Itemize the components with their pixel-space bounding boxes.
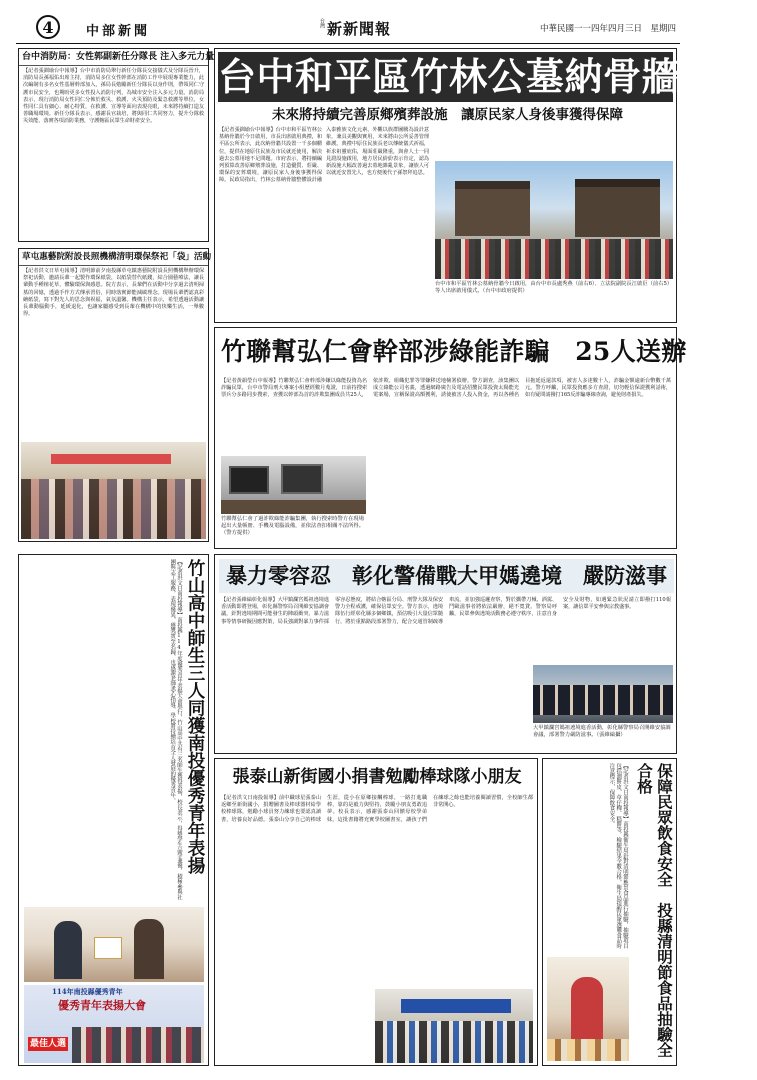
- photo-building: [575, 179, 660, 237]
- photo-person: [134, 919, 164, 979]
- paper-logo: [319, 14, 404, 40]
- vertical-article-2-photo: [547, 957, 629, 1061]
- photo-person: [54, 921, 82, 979]
- photo-desk-items: [221, 500, 366, 514]
- main-article-1-body-continued: [433, 127, 673, 155]
- main-article-2: [214, 327, 687, 549]
- photo-banner: [401, 999, 511, 1013]
- poster-line-1: 114年南投縣優秀青年: [52, 987, 123, 996]
- photo-people-group: [435, 239, 673, 279]
- main-article-3-photo: [533, 665, 673, 723]
- left-article-1-title: 台中消防局：女性郭副新任分隊長 注入多元力量: [19, 49, 208, 66]
- main-article-2-caption: 竹聯幫弘仁會了過詐欺綠能詐騙集團，執行搜索時警方在現場起出大量帳冊、手機及電腦設備，並依法查扣相關不法所得。（警方提供）: [221, 516, 365, 536]
- main-article-1-caption: 台中市和平區竹林公墓納骨牆今日啟用，由台中市長盧秀燕（前右6）、立法院副院長江啟臣（前右5）等人出席啟用儀式。（台中市政府提供）: [435, 281, 673, 294]
- paper-name: 新新聞報: [327, 20, 392, 38]
- main-article-4-body: 【記者洪文日南投報導】前中職球星張泰山返鄉至新街國小，捐贈圖書及棒球器材給學校棒球隊，勉勵小球員努力練球也要認真讀書，培養良好品德。張泰山分享自己的棒球生涯，從小在原鄉接觸棒球，一路打進職棒，靠的是毅力與堅持，鼓勵小朋友勇敢追夢。校長表示，感謝張泰山回饋母校學弟妹，這批書籍將充實學校圖書室，讓孩子們在練球之餘也能培養閱讀習慣，全校師生都非常開心。: [221, 795, 533, 823]
- page-number-badge: 4: [36, 15, 60, 39]
- main-article-3-body: 【記者張維綸彰化報導】大甲鎮瀾宮媽祖遶境進香活動即將登場，彰化縣警察局召開維安協調會議，針對遶境期間可能發生的陣頭衝突、暴力滋事等情事研擬因應對策，局長強調對暴力事件採零容忍態度，將結合轄區分局、刑警大隊及保安警力全程戒護，確保信眾安全。警方表示，遶境隊伍行經彰化縣多個鄉鎮，預估吸引大量信眾隨行，將於重點路段部署警力，配合交通管制疏導車流，並加強巡邏查察，對於攜帶刀械、酒駕、鬥毆滋事者將依法嚴辦，絕不寬貸。警察局呼籲，民眾參與遶境活動務必遵守秩序，注意自身安全及財物，如遇緊急狀況請立即撥打110報案，讓信眾平安參與宗教盛事。: [221, 597, 671, 625]
- main-article-2-body-right: [370, 456, 670, 544]
- main-article-2-headline: 竹聯幫弘仁會幹部涉綠能詐騙 25人送辦: [221, 337, 687, 366]
- vertical-article-1-photo-1: [24, 907, 204, 982]
- photo-people-group: [375, 1021, 533, 1063]
- main-article-1-photo: [435, 161, 673, 279]
- main-article-3-headline: 暴力零容忍 彰化警備戰大甲媽遶境 嚴防滋事: [219, 559, 674, 593]
- poster-line-2: 優秀青年表揚大會: [58, 999, 146, 1012]
- main-article-3: [214, 554, 677, 754]
- left-article-1-body: 【記者張釧瑜台中報導】台中市消防局舉行新任分隊長交接儀式及分隊長晉升，消防局長孫福佑出席主持，消防局多位女性幹部在消防工作中展現專業能力，此次編制有多名女性基層幹部加入，孫局長勉勵新任分隊長以身作則，帶領同仁守護市民安全，也期盼更多女性投入消防行列，為城市安全注入多元力量。消防局表示，現行消防局女性同仁分佈於救災、救護、火災預防及緊急救護等單位，女性同仁具有細心、耐心特質，在救護、宣導等面向表現亮眼，未來將持續打造友善職場環境。新任分隊長表示，感謝長官栽培，將與同仁共同努力，提升分隊救災效能，落實各項消防業務，守護轄區民眾生命財產安全。: [23, 68, 204, 125]
- left-article-2-title: 草屯惠藝院附設長照機構清明環保祭祀「袋」活動: [19, 249, 208, 266]
- vertical-article-1-photo-2: [24, 985, 204, 1063]
- photo-people-group: [72, 1027, 204, 1063]
- left-article-2-photo: [21, 442, 206, 539]
- photo-certificate: [94, 937, 122, 959]
- main-article-1-subhead: 未來將持續完善原鄉殯葬設施 讓原民家人身後事獲得保障: [272, 107, 623, 123]
- left-article-2: [18, 248, 212, 542]
- photo-banner: [51, 454, 171, 464]
- photo-people-group: [21, 479, 206, 539]
- main-article-4-photo: [375, 989, 533, 1063]
- photo-monitor: [281, 464, 323, 494]
- photo-police-line: [533, 685, 673, 715]
- masthead: [16, 12, 680, 44]
- vertical-article-2-body: 【記者洪文日南投報導】南投縣衛生局針對清明節應景食品進行抽驗，抽驗項目包括潤餅皮、草仔粿、糕餅等，檢驗結果全數合格，衛生局提醒民眾選購食品時注意標示，保障飲食安全。: [608, 763, 628, 949]
- vertical-article-2-headline: 保障民眾飲食安全 投縣清明節食品抽驗全合格: [635, 763, 674, 1058]
- vertical-article-1-headline: 竹山高中師生三人同獲南投優秀青年表揚: [185, 559, 205, 874]
- vertical-article-1: [18, 554, 209, 1066]
- poster-banner: 最佳人選: [29, 1039, 66, 1049]
- photo-building: [455, 181, 530, 236]
- main-article-4-headline: 張泰山新街國小捐書勉勵棒球隊小朋友: [232, 767, 522, 787]
- masthead-rule: [16, 43, 680, 44]
- photo-monitor: [229, 466, 269, 494]
- photo-food-items: [547, 1039, 629, 1061]
- left-article-1: [18, 48, 215, 242]
- section-title: 中部新聞: [86, 24, 151, 39]
- main-article-3-caption: 大甲鎮瀾宮媽祖遶境進香活動，彰化縣警察局召開維安協調會議，部署警力嚴防滋事。（張維綸攝）: [533, 725, 671, 738]
- main-article-1-body: 【記者張釧瑜台中報導】台中市和平區竹林公墓納骨牆於今日啟用，市長出席啟用典禮，和平區公所表示，此次納骨牆共設置一千多個櫃位，提供在地原住民族及市民就近使用，解決過去公墓用地不足問題。市府表示，將持續編列預算改善原鄉殯葬設施，打造優質、莊嚴、環保的安葬環境，讓原民家人身後事獲得保障。民政局指出，竹林公墓納骨牆整體設計融入泰雅族文化元素，外觀以族群圖騰為設計意象，兼具美觀與實用，未來將由公所妥善管理維護。典禮中原住民族長老以傳統儀式祈福，祈求祖靈庇佑，場面莊嚴隆重，與會人士一同見證設施啟用，地方居民紛紛表示肯定，認為新設施大幅改善過去墓地雜亂景象，讓族人可以就近安置先人，也方便後代子孫祭拜追思。: [219, 127, 429, 184]
- main-article-2-body: 【記者黃韻瑩台中報導】竹聯幫弘仁會幹部涉嫌以綠能投資為名詐騙民眾，台中市警局刑大專案小組歷經數月蒐證，日前持搜索票兵分多路同步搜索，查獲以幹部為首的詐欺集團成員共25人，依詐欺、組織犯罪等罪嫌移送地檢署偵辦。警方調查，該集團以成立綠能公司名義，透過網路廣告及電話招攬民眾投資太陽能光電案場，宣稱保證高額獲利，誘使被害人投入資金，再以各種名目拖延返還款項，被害人多達數十人，詐騙金額逾新台幣數千萬元。警方呼籲，民眾投資應多方查證，切勿輕信保證獲利話術，如有疑問請撥打165反詐騙專線查詢，避免財產損失。: [221, 378, 671, 399]
- vertical-article-2: [542, 758, 677, 1066]
- dateline: 中華民國一一四年四月三日 星期四: [539, 24, 676, 34]
- main-article-1: [214, 48, 757, 323]
- main-article-4: [214, 758, 538, 1066]
- main-article-1-headline: 台中和平區竹林公墓納骨牆啟用: [218, 52, 673, 102]
- vertical-article-1-body: 【記者洪文日南投報導】南投縣114年度優秀青年表揚大會舉行，竹山高中共有三名師生獲得表揚，校長表示，得獎學生品學兼優，積極參與社團與志工服務，表現優異，獲獎實至名歸，也感謝老師悉心指導，學校將持續培育全人發展的優秀青年。: [169, 559, 182, 901]
- main-article-2-photo: [221, 456, 366, 514]
- paper-logo-small: 台灣: [319, 18, 325, 28]
- photo-person: [571, 977, 603, 1047]
- left-article-2-body: 【記者洪文日草屯報導】清明節前夕南投縣草屯鎮惠藝院附設長照機構舉辦環保祭祀活動，邀請長輩一起製作環保紙袋，以紙袋替代紙錢，結合園藝療法，讓長輩動手種植花草，體驗環保與感恩。院方表示，長輩們在活動中分享過去清明掃墓的回憶，透過手作方式傳承習俗，同時落實節能減碳理念。現場長輩們認真彩繪紙袋，寫下對先人的思念與祝福，氣氛溫馨。機構主任表示，希望透過活動讓長輩動腦動手，延緩退化，也讓家屬感受到長輩在機構中的快樂生活，一舉數得。: [23, 268, 204, 318]
